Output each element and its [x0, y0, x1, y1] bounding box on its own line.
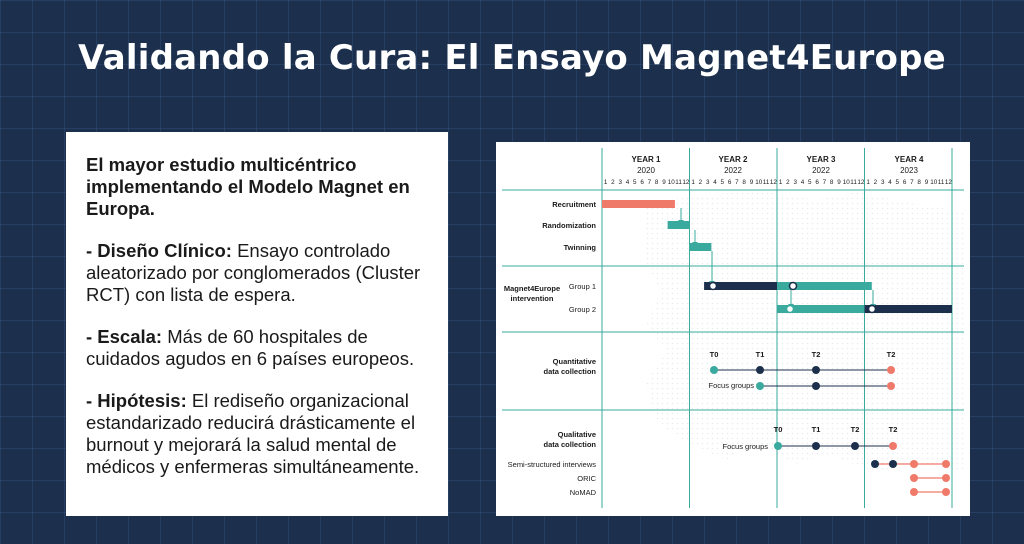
row-label-randomization: Randomization — [542, 221, 596, 230]
qual-t2b-dot — [889, 442, 897, 450]
month-tick-3-8: 8 — [829, 179, 834, 186]
qual-nomad-label: NoMAD — [569, 488, 596, 497]
row-label-group-2: Group 2 — [568, 305, 596, 314]
qual-nomad-dot-1 — [910, 488, 918, 496]
section-quantitative-line1: Quantitative — [552, 357, 596, 366]
section-qualitative-line2: data collection — [543, 440, 596, 449]
section-intervention-line1: Magnet4Europe — [503, 284, 561, 293]
month-tick-3-9: 9 — [837, 179, 841, 186]
point-hypothesis — [86, 390, 428, 478]
month-tick-1-12: 12 — [682, 179, 690, 186]
section-intervention-line2: intervention — [510, 294, 554, 303]
month-tick-4-3: 3 — [880, 179, 885, 186]
qual-int-dot-4 — [942, 460, 950, 468]
section-qualitative-line1: Qualitative — [557, 430, 596, 439]
month-tick-2-10: 10 — [755, 179, 763, 186]
qual-oric-dot-2 — [942, 474, 950, 482]
row-label-recruitment: Recruitment — [552, 200, 596, 209]
month-tick-4-4: 4 — [888, 179, 892, 186]
quant-t2b-label: T2 — [886, 350, 896, 359]
month-tick-2-9: 9 — [749, 179, 754, 186]
month-tick-4-10: 10 — [930, 179, 938, 186]
month-tick-4-5: 5 — [895, 179, 900, 186]
quant-focus-groups-label: Focus groups — [708, 381, 754, 390]
month-tick-3-3: 3 — [793, 179, 797, 186]
month-tick-1-7: 7 — [647, 179, 652, 186]
month-tick-4-7: 7 — [910, 179, 914, 186]
timeline-card — [496, 142, 970, 516]
qual-int-dot-3 — [910, 460, 918, 468]
month-tick-1-6: 6 — [640, 179, 644, 186]
qual-t2-dot — [851, 442, 859, 450]
map-backdrop — [646, 190, 966, 472]
group2-switch-dot — [869, 306, 876, 313]
month-tick-3-10: 10 — [842, 179, 850, 186]
month-tick-2-1: 1 — [691, 179, 695, 186]
month-tick-1-10: 10 — [667, 179, 675, 186]
bar-randomization-1 — [668, 221, 690, 229]
point-label: - Hipótesis: — [86, 390, 187, 411]
month-tick-2-5: 5 — [720, 179, 725, 186]
month-tick-2-7: 7 — [735, 179, 739, 186]
qual-int-dot-2 — [889, 460, 897, 468]
month-tick-4-1: 1 — [866, 179, 870, 186]
month-tick-labels — [604, 179, 952, 186]
month-tick-1-3: 3 — [618, 179, 622, 186]
qual-focus-groups-label: Focus groups — [722, 442, 768, 451]
month-tick-1-9: 9 — [662, 179, 666, 186]
point-design — [86, 240, 428, 306]
quant-fg-dot-1 — [756, 382, 764, 390]
point-text: Más de 60 hospitales de cuidados agudos en 6 países europeos. — [86, 326, 415, 369]
quant-t0-label: T0 — [709, 350, 719, 359]
quant-t1-label: T1 — [755, 350, 765, 359]
study-summary-card — [66, 132, 448, 516]
point-label: - Diseño Clínico: — [86, 240, 232, 261]
month-tick-4-9: 9 — [924, 179, 929, 186]
quant-fg-dot-2 — [812, 382, 820, 390]
month-tick-3-5: 5 — [808, 179, 812, 186]
bar-recruitment-0 — [602, 200, 675, 208]
month-tick-1-8: 8 — [654, 179, 659, 186]
month-tick-1-11: 11 — [675, 179, 682, 186]
year-4-label: YEAR 4 — [894, 155, 924, 164]
month-tick-3-7: 7 — [822, 179, 827, 186]
year-headers — [632, 155, 924, 175]
group1-switch-dot — [790, 283, 797, 290]
point-scale — [86, 326, 428, 370]
qual-oric-dot-1 — [910, 474, 918, 482]
month-tick-3-11: 11 — [850, 179, 857, 186]
qual-int-dot-1 — [871, 460, 879, 468]
bar-group-2-6 — [865, 305, 953, 313]
month-tick-4-6: 6 — [902, 179, 907, 186]
month-tick-1-2: 2 — [611, 179, 615, 186]
quant-t0-dot — [710, 366, 718, 374]
summary-lead: El mayor estudio multicéntrico implementando el Modelo Magnet en Europa. — [86, 154, 410, 219]
month-tick-2-3: 3 — [705, 179, 710, 186]
qual-oric-label: ORIC — [577, 474, 596, 483]
qual-t2-label: T2 — [850, 425, 860, 434]
qual-t1-label: T1 — [811, 425, 821, 434]
year-4-year: 2023 — [900, 166, 918, 175]
month-tick-2-6: 6 — [727, 179, 732, 186]
page-title: Validando la Cura: El Ensayo Magnet4Europe — [78, 38, 946, 78]
month-tick-2-12: 12 — [769, 179, 777, 186]
month-tick-2-8: 8 — [742, 179, 746, 186]
qual-t1-dot — [812, 442, 820, 450]
month-tick-4-12: 12 — [944, 179, 952, 186]
year-1-year: 2020 — [637, 166, 655, 175]
qual-interviews-label: Semi-structured interviews — [507, 460, 596, 469]
month-tick-4-8: 8 — [917, 179, 921, 186]
month-tick-3-6: 6 — [815, 179, 819, 186]
section-quantitative-line2: data collection — [543, 367, 596, 376]
bar-twinning-2 — [690, 243, 712, 251]
qual-t2b-label: T2 — [888, 425, 898, 434]
qual-t0-dot — [774, 442, 782, 450]
year-3-label: YEAR 3 — [806, 155, 836, 164]
quant-t2-dot — [812, 366, 820, 374]
point-text: Ensayo controlado aleatorizado por conglomerados (Cluster RCT) con lista de espera. — [86, 240, 421, 305]
point-text: El rediseño organizacional estandarizado reducirá drásticamente el burnout y mejorará la salud mental de médicos y enfermeras simultáneamente. — [86, 390, 420, 477]
year-2-year: 2022 — [724, 166, 742, 175]
month-tick-2-4: 4 — [713, 179, 717, 186]
month-tick-3-1: 1 — [778, 179, 783, 186]
row-label-twinning: Twinning — [563, 243, 596, 252]
month-tick-3-2: 2 — [786, 179, 790, 186]
month-tick-1-4: 4 — [625, 179, 630, 186]
row-label-group-1: Group 1 — [568, 282, 596, 291]
group2-start-dot — [787, 306, 794, 313]
quant-t1-dot — [756, 366, 764, 374]
quant-t2b-dot — [887, 366, 895, 374]
group1-start-dot — [710, 283, 717, 290]
month-tick-3-12: 12 — [857, 179, 865, 186]
month-tick-4-2: 2 — [873, 179, 878, 186]
year-3-year: 2022 — [812, 166, 830, 175]
month-tick-1-1: 1 — [603, 179, 608, 186]
year-2-label: YEAR 2 — [718, 155, 748, 164]
timeline-chart — [496, 142, 970, 516]
quant-fg-dot-3 — [887, 382, 895, 390]
year-1-label: YEAR 1 — [631, 155, 661, 164]
month-tick-2-11: 11 — [762, 179, 770, 186]
month-tick-2-2: 2 — [698, 179, 703, 186]
month-tick-4-11: 11 — [937, 179, 945, 186]
qual-t0-label: T0 — [773, 425, 783, 434]
qual-nomad-dot-2 — [942, 488, 950, 496]
month-tick-1-5: 5 — [633, 179, 637, 186]
point-label: - Escala: — [86, 326, 163, 347]
month-tick-3-4: 4 — [800, 179, 805, 186]
quant-t2-label: T2 — [811, 350, 821, 359]
